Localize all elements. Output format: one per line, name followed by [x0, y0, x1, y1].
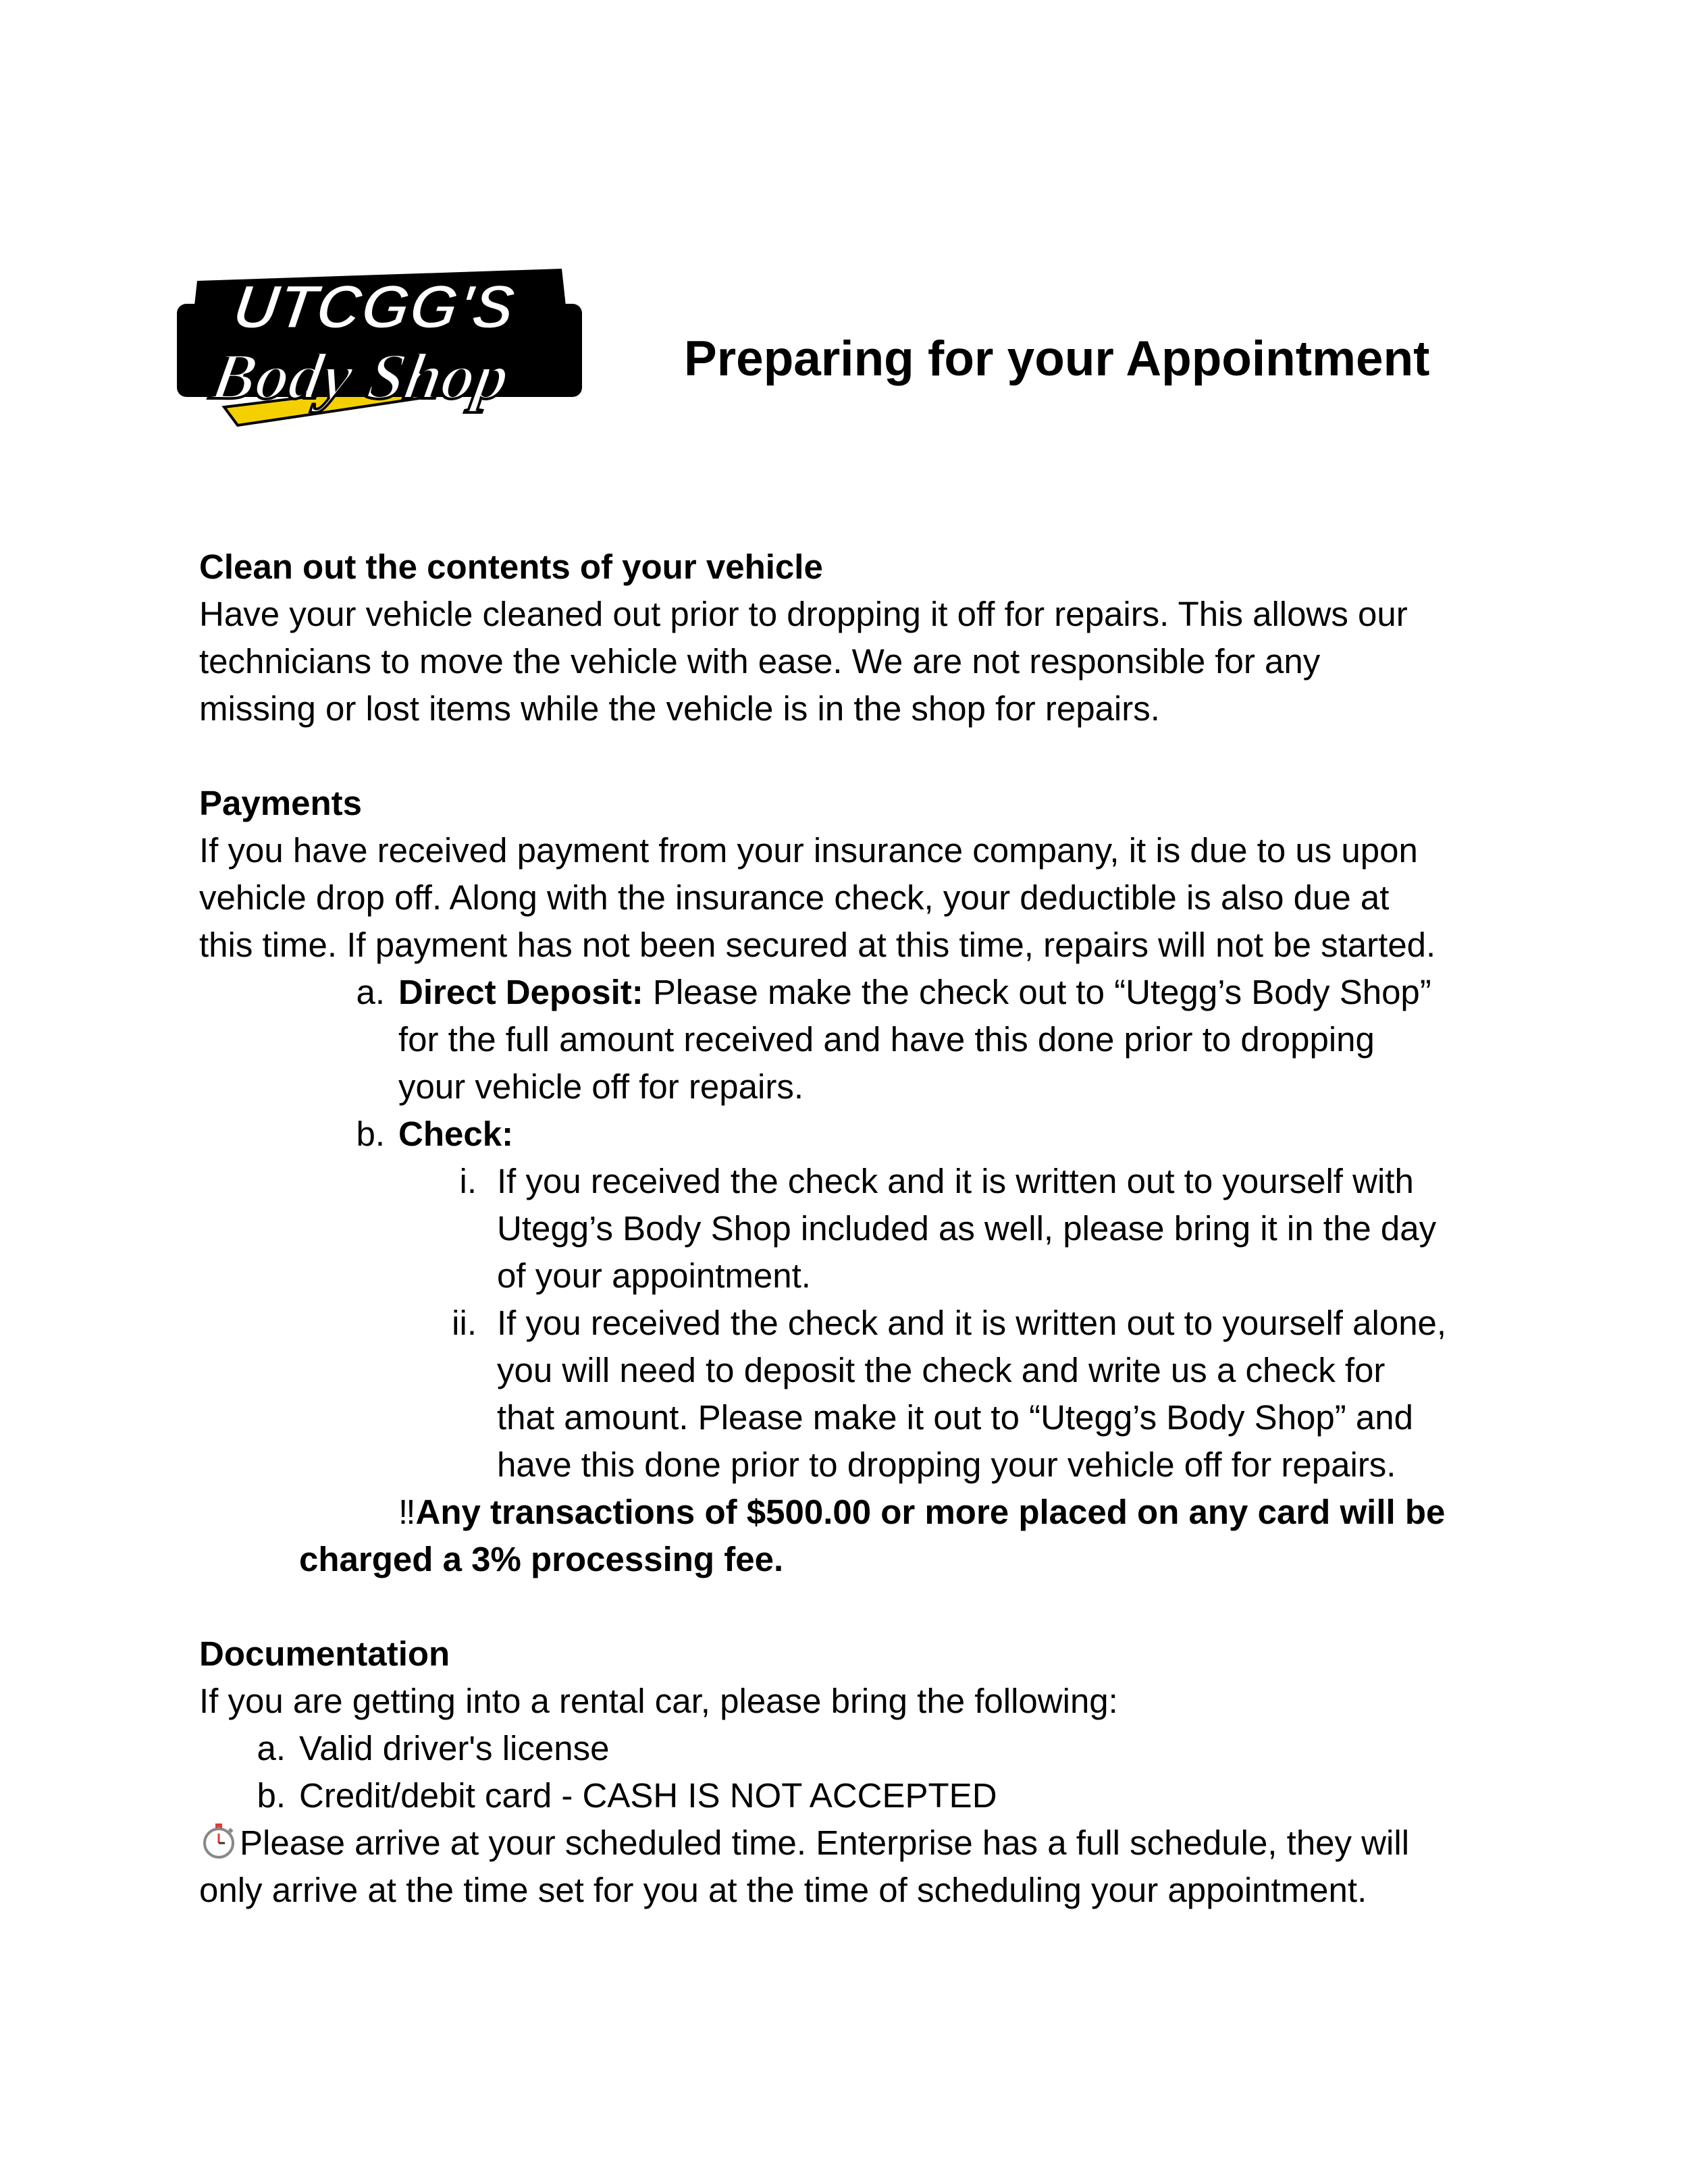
section-heading-documentation: Documentation [199, 1634, 450, 1673]
logo-line1: UTCGG'S [229, 271, 520, 342]
list-item-line: that amount. Please make it out to “Utegg’s Body Shop” and [497, 1398, 1414, 1437]
list-item-label: Direct Deposit: [398, 973, 643, 1011]
list-marker: a. [356, 973, 385, 1011]
clean-line: missing or lost items while the vehicle is in the shop for repairs. [199, 689, 1160, 728]
clean-line: Have your vehicle cleaned out prior to dropping it off for repairs. This allows our [199, 595, 1408, 633]
arrival-note [199, 1819, 1502, 1914]
list-item-line: If you received the check and it is written out to yourself alone, [497, 1304, 1447, 1342]
documentation-intro [199, 1678, 1502, 1725]
payment-option-check [356, 1111, 1502, 1158]
list-marker: b. [356, 1115, 385, 1153]
clean-paragraph [199, 591, 1502, 733]
document-body [199, 543, 1502, 1914]
clean-line: technicians to move the vehicle with ease. We are not responsible for any [199, 642, 1321, 681]
list-item-line: you will need to deposit the check and write us a check for [497, 1351, 1386, 1389]
list-item-first-line [398, 969, 1502, 1016]
list-marker: a. [257, 1729, 286, 1767]
utegg-body-shop-logo [177, 269, 583, 436]
arrival-note-line [199, 1819, 1502, 1867]
list-item-text: Valid driver's license [299, 1729, 610, 1767]
list-item-line: If you received the check and it is written out to yourself with [497, 1162, 1414, 1200]
notice-text: Any transactions of $500.00 or more placed on any card will be [415, 1493, 1446, 1531]
list-item-label: Check: [398, 1115, 514, 1153]
processing-fee-notice [398, 1489, 1502, 1536]
list-item-line: Utegg’s Body Shop included as well, please bring it in the day [497, 1209, 1437, 1248]
list-item-text: Please make the check out to “Utegg’s Body Shop” [643, 973, 1431, 1011]
check-subitem-alone [452, 1300, 1502, 1489]
check-subitem-joint [459, 1158, 1502, 1300]
arrival-note-text: Please arrive at your scheduled time. Enterprise has a full schedule, they will [240, 1823, 1410, 1862]
payment-option-direct-deposit [356, 969, 1502, 1111]
list-item-text: Credit/debit card - CASH IS NOT ACCEPTED [299, 1776, 997, 1815]
stopwatch-icon [199, 1821, 238, 1860]
section-heading-payments: Payments [199, 784, 362, 822]
list-marker: i. [459, 1162, 477, 1200]
list-marker: ii. [452, 1304, 477, 1342]
documentation-item-card [257, 1772, 1502, 1819]
list-item-line: of your appointment. [497, 1256, 811, 1295]
section-heading-clean: Clean out the contents of your vehicle [199, 548, 823, 586]
list-item-line: have this done prior to dropping your vehicle off for repairs. [497, 1445, 1396, 1484]
page-title: Preparing for your Appointment [684, 331, 1430, 386]
list-marker: b. [257, 1776, 286, 1815]
payments-paragraph [199, 827, 1502, 969]
logo-line2: Body Shop [206, 340, 515, 413]
list-item-line: for the full amount received and have this done prior to dropping [398, 1020, 1375, 1059]
arrival-note-line: only arrive at the time set for you at the time of scheduling your appointment. [199, 1871, 1367, 1909]
list-item-line: your vehicle off for repairs. [398, 1067, 803, 1106]
double-exclamation-icon: ‼ [398, 1493, 416, 1531]
documentation-item-license [257, 1725, 1502, 1772]
payments-line: this time. If payment has not been secured at this time, repairs will not be started. [199, 926, 1436, 964]
payments-line: vehicle drop off. Along with the insurance check, your deductible is also due at [199, 878, 1390, 917]
payments-line: If you have received payment from your insurance company, it is due to us upon [199, 831, 1418, 870]
notice-text-continued: charged a 3% processing fee. [299, 1540, 784, 1578]
documentation-intro-line: If you are getting into a rental car, please bring the following: [199, 1682, 1118, 1720]
